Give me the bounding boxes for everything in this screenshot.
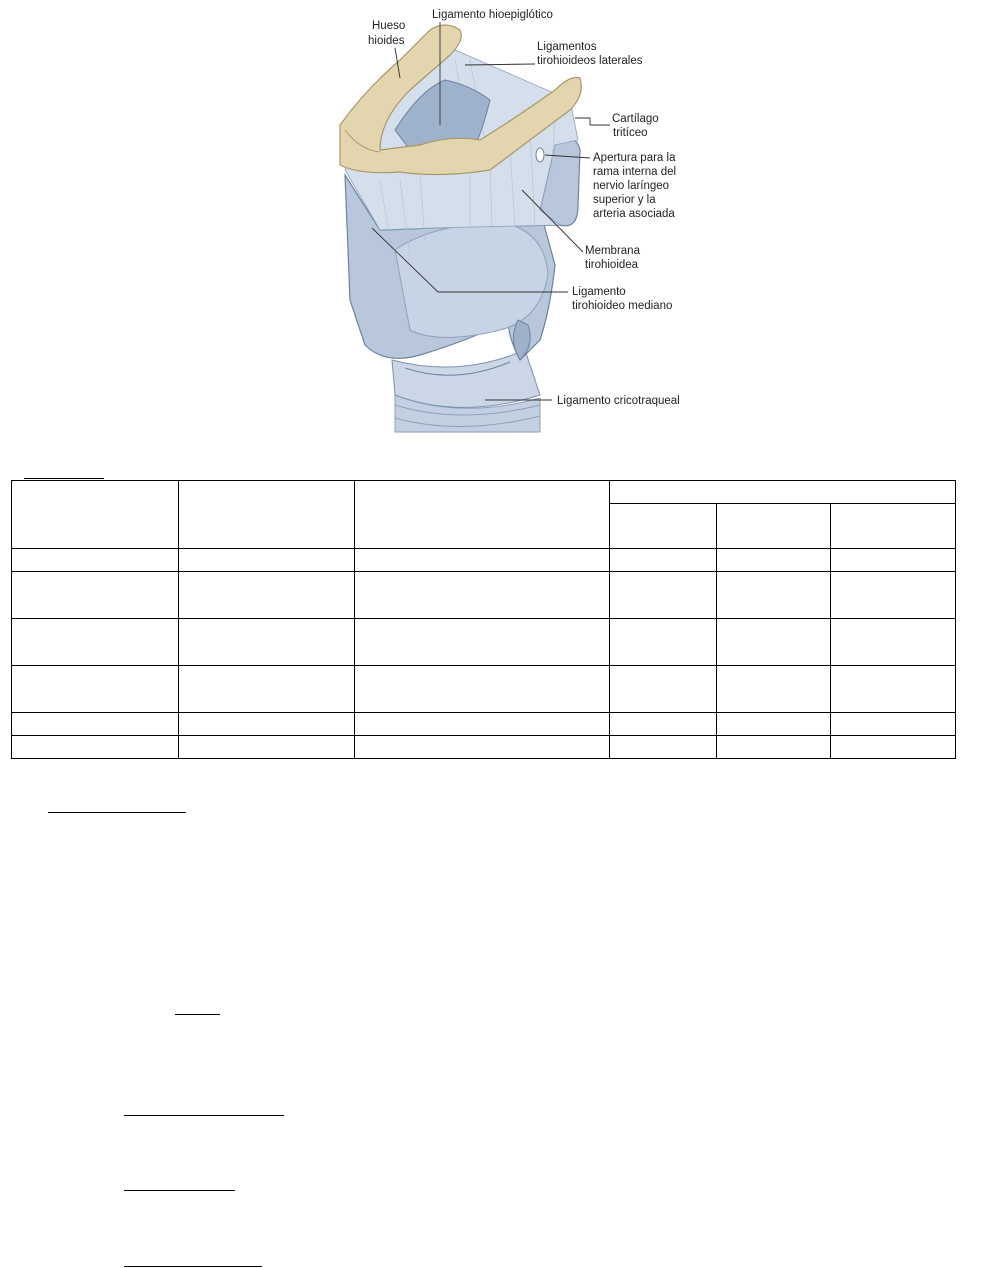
table-cell [12, 549, 179, 572]
table-cell [831, 549, 956, 572]
table-cell [179, 736, 355, 759]
table-cell [610, 504, 717, 549]
table-cell [831, 619, 956, 666]
blank-underline-3 [124, 1115, 284, 1116]
table-cell [179, 713, 355, 736]
larynx-illustration [0, 0, 985, 440]
label-ligamento-cricotraqueal: Ligamento cricotraqueal [557, 395, 680, 407]
table-row [12, 736, 956, 759]
label-apertura-5: arteria asociada [593, 208, 675, 220]
label-hueso-hioides-1: Hueso [372, 20, 406, 32]
label-ligamento-mediano-2: tirohioideo mediano [572, 300, 673, 312]
table-cell [355, 481, 610, 549]
table-cell [12, 481, 179, 549]
label-ligamentos-tirohioideos-2: tirohioideos laterales [537, 55, 643, 67]
blank-underline-2 [175, 1014, 220, 1015]
table-cell [717, 713, 831, 736]
table-cell [179, 666, 355, 713]
heading-underline [24, 478, 104, 479]
table-cell [179, 572, 355, 619]
table-cell [12, 619, 179, 666]
table-cell [179, 549, 355, 572]
table-cell [610, 549, 717, 572]
table-cell [355, 736, 610, 759]
blank-underline-1 [48, 812, 186, 813]
table-cell [610, 619, 717, 666]
label-hueso-hioides-2: hioides [368, 35, 405, 47]
table-cell [610, 713, 717, 736]
table-row [12, 549, 956, 572]
table-cell [831, 713, 956, 736]
table-cell [717, 572, 831, 619]
table-cell [717, 736, 831, 759]
label-ligamento-hioepiglotico: Ligamento hioepiglótico [432, 9, 553, 21]
table-cell [717, 504, 831, 549]
table-cell [355, 572, 610, 619]
cricoid-cartilage [392, 350, 540, 408]
label-apertura-1: Apertura para la [593, 152, 676, 164]
table-cell [355, 666, 610, 713]
table-cell [610, 572, 717, 619]
table-cell [355, 549, 610, 572]
label-cartilago-triticeo-2: tritíceo [613, 127, 648, 139]
label-membrana-2: tirohioidea [585, 259, 639, 271]
table-cell [12, 666, 179, 713]
table-cell [610, 736, 717, 759]
table-cell [717, 666, 831, 713]
label-cartilago-triticeo-1: Cartílago [612, 113, 659, 125]
table-cell [717, 549, 831, 572]
table-row [12, 619, 956, 666]
label-apertura-3: nervio laríngeo [593, 180, 670, 192]
label-ligamentos-tirohioideos-1: Ligamentos [537, 41, 597, 53]
table-cell [831, 736, 956, 759]
table-cell [12, 713, 179, 736]
label-membrana-1: Membrana [585, 245, 640, 257]
empty-table [11, 480, 956, 759]
blank-underline-5 [124, 1266, 262, 1267]
table-cell [12, 736, 179, 759]
table-cell [831, 504, 956, 549]
table-row [12, 572, 956, 619]
table-cell [610, 481, 956, 504]
blank-underline-4 [124, 1190, 235, 1191]
table-cell [12, 572, 179, 619]
table-cell [831, 572, 956, 619]
table-cell [610, 666, 717, 713]
table-cell [355, 713, 610, 736]
label-apertura-4: superior y la [593, 194, 656, 206]
table-cell [179, 481, 355, 549]
table-cell [179, 619, 355, 666]
label-ligamento-mediano-1: Ligamento [572, 286, 626, 298]
table-row [12, 666, 956, 713]
label-apertura-2: rama interna del [593, 166, 677, 178]
table-row [12, 713, 956, 736]
table-cell [355, 619, 610, 666]
table-cell [831, 666, 956, 713]
table-row [12, 481, 956, 504]
table-cell [717, 619, 831, 666]
